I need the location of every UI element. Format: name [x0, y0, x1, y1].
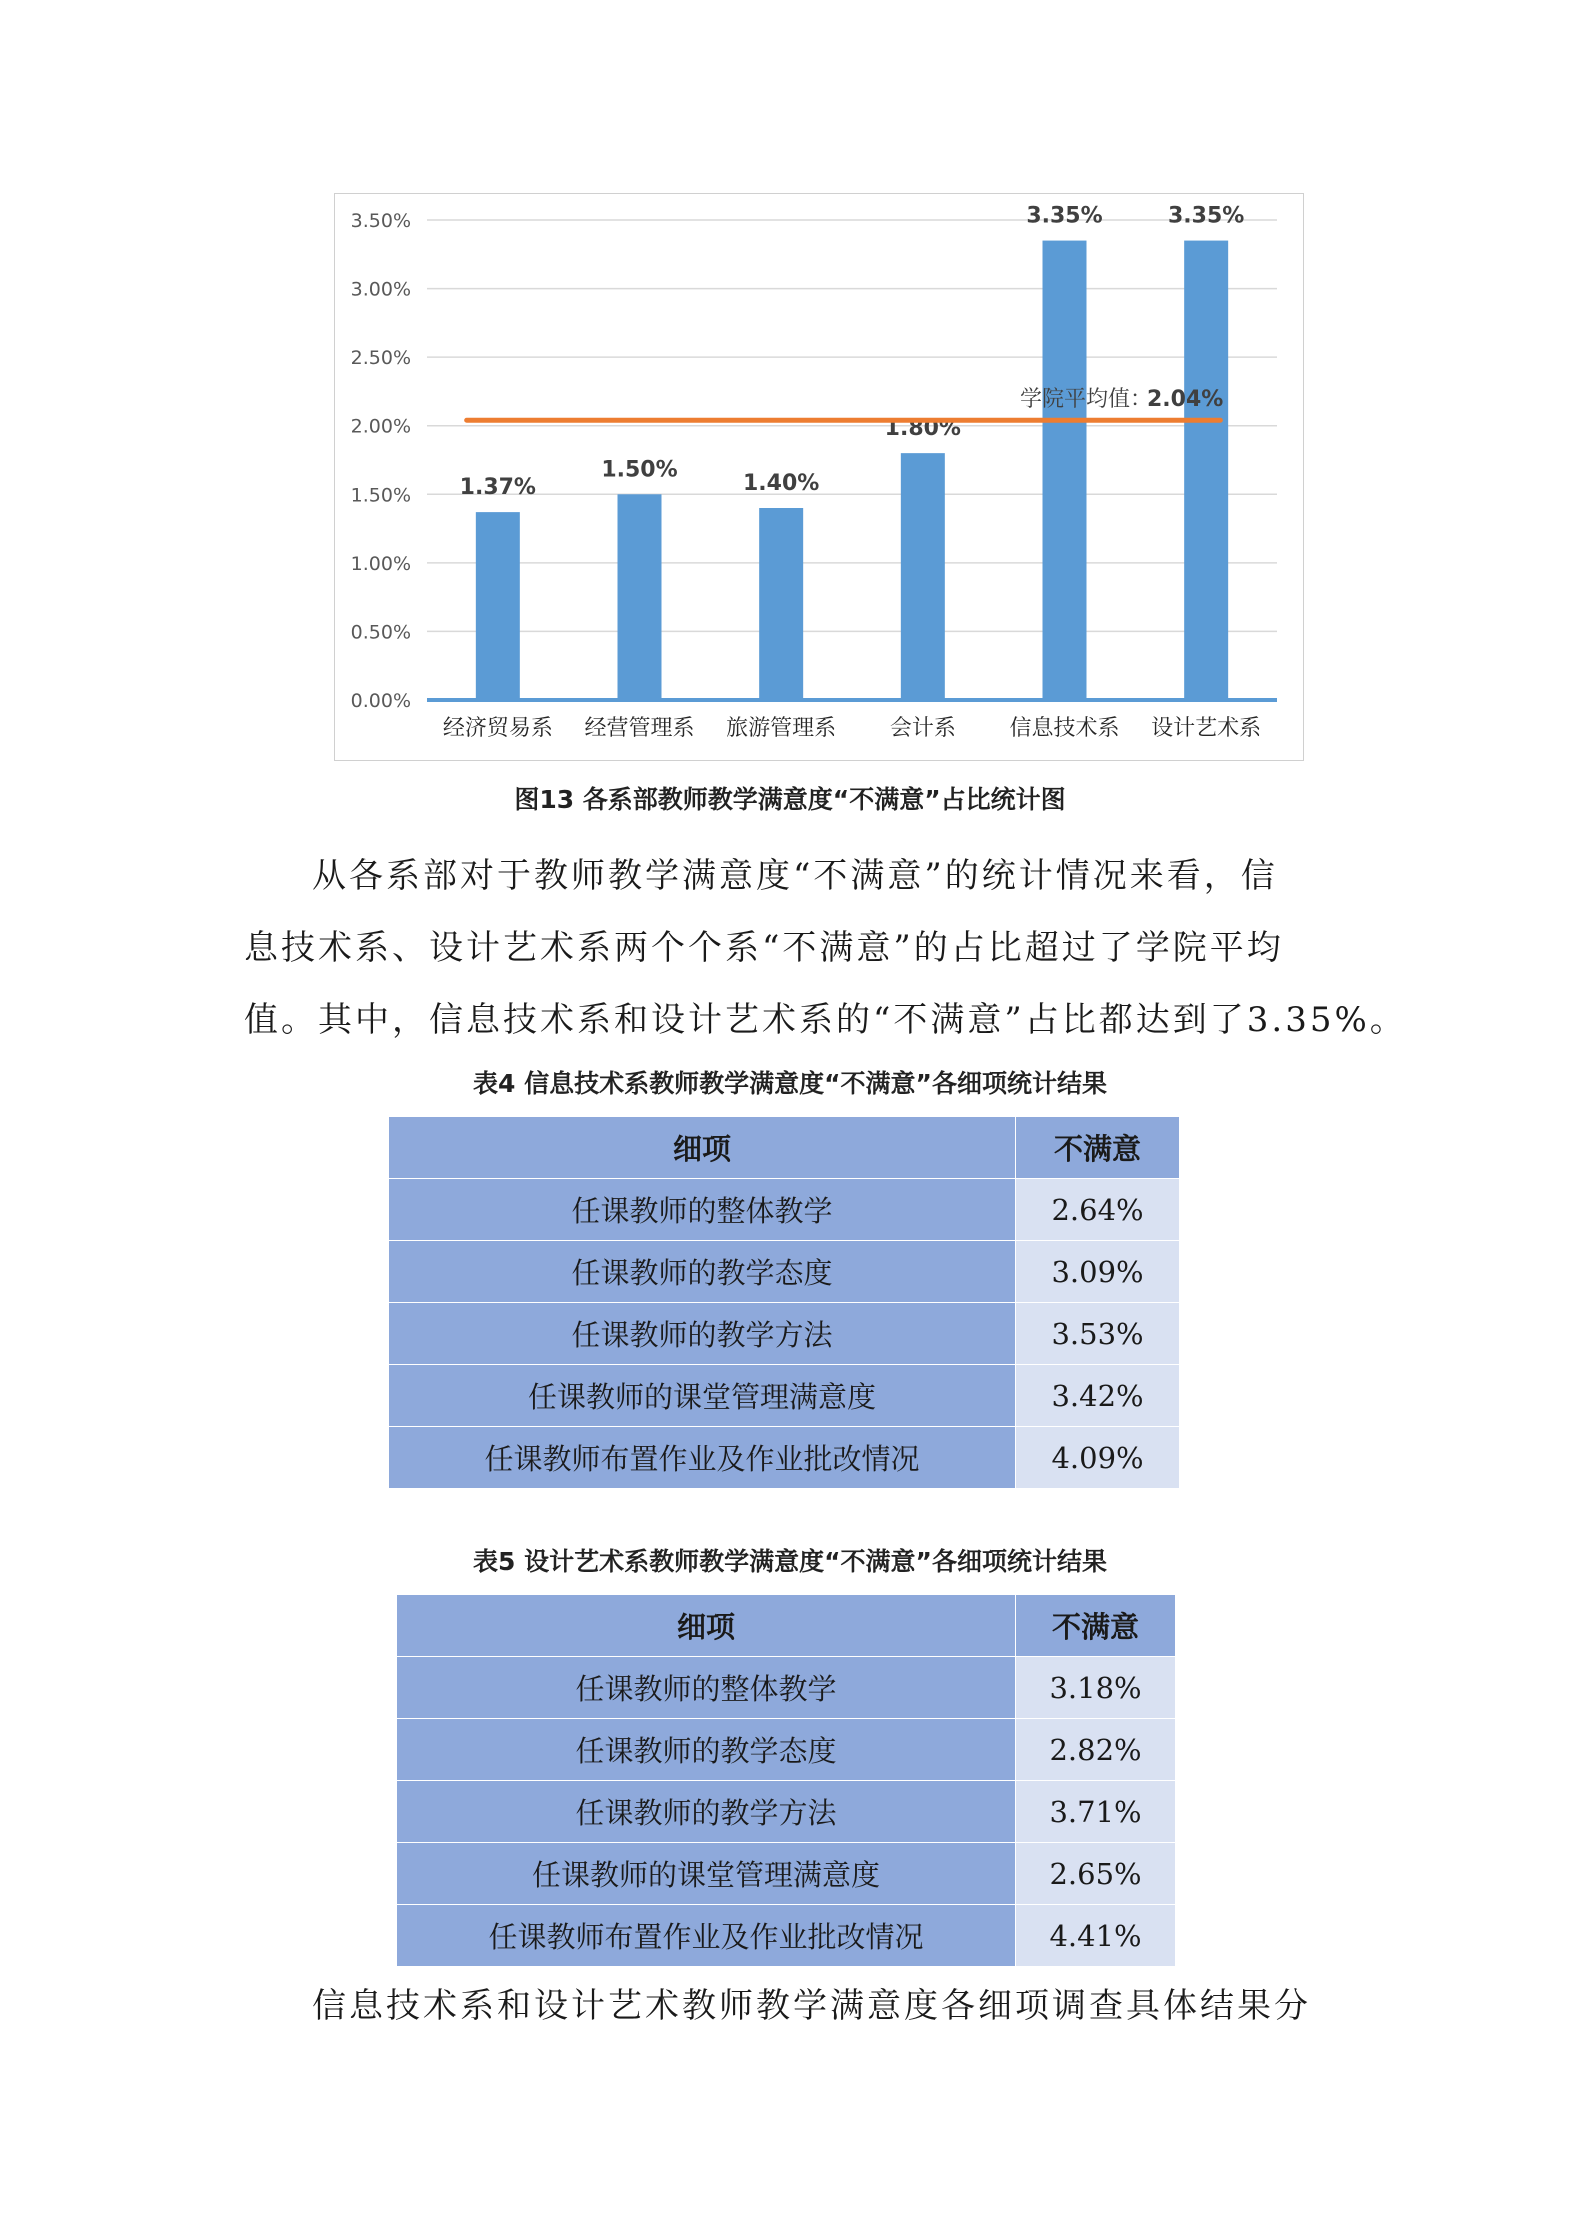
average-value-label: 2.04%	[1147, 387, 1224, 413]
header-item: 细项	[389, 1117, 1016, 1179]
table-4	[388, 1116, 1180, 1489]
paragraph-2	[244, 1970, 1340, 2042]
table-row	[397, 1781, 1176, 1843]
row-value: 3.42%	[1016, 1365, 1180, 1427]
y-tick-label: 2.50%	[350, 347, 411, 370]
chart-svg	[335, 194, 1305, 762]
bar	[901, 453, 945, 700]
table-header-row	[389, 1117, 1180, 1179]
row-value: 2.64%	[1016, 1179, 1180, 1241]
bar-chart	[334, 193, 1304, 761]
table-4-title: 表4 信息技术系教师教学满意度“不满意”各细项统计结果	[473, 1069, 1107, 1098]
paragraph-1	[244, 840, 1407, 1056]
y-tick-label: 1.50%	[350, 484, 411, 507]
header-item: 细项	[397, 1595, 1016, 1657]
y-tick-label: 3.00%	[350, 278, 411, 301]
paragraph-1-line: 息技术系、设计艺术系两个个系“不满意”的占比超过了学院平均	[244, 928, 1284, 968]
table-row	[397, 1719, 1176, 1781]
data-label: 1.37%	[459, 475, 536, 501]
row-value: 4.09%	[1016, 1427, 1180, 1489]
x-tick-label: 经营管理系	[584, 716, 695, 741]
table-row	[389, 1179, 1180, 1241]
header-dissatisfied: 不满意	[1016, 1117, 1180, 1179]
bar	[1184, 241, 1228, 700]
row-item: 任课教师的教学态度	[389, 1241, 1016, 1303]
table-5	[396, 1594, 1176, 1967]
data-label: 1.40%	[743, 471, 820, 496]
bar	[618, 494, 662, 700]
y-tick-label: 1.00%	[350, 552, 411, 575]
table-row	[397, 1905, 1176, 1967]
x-tick-label: 旅游管理系	[726, 716, 837, 741]
bar	[1043, 241, 1087, 700]
row-value: 2.65%	[1016, 1843, 1176, 1905]
table-row	[389, 1241, 1180, 1303]
y-tick-label: 0.00%	[350, 690, 411, 712]
row-item: 任课教师布置作业及作业批改情况	[389, 1427, 1016, 1489]
x-tick-label: 会计系	[889, 716, 956, 741]
header-dissatisfied: 不满意	[1016, 1595, 1176, 1657]
row-value: 3.71%	[1016, 1781, 1176, 1843]
data-label: 3.35%	[1168, 203, 1245, 229]
row-item: 任课教师的教学方法	[389, 1303, 1016, 1365]
y-tick-label: 0.50%	[350, 621, 411, 644]
table-row	[389, 1427, 1180, 1489]
y-tick-label: 3.50%	[350, 210, 411, 232]
table-row	[389, 1303, 1180, 1365]
table-row	[397, 1843, 1176, 1905]
row-item: 任课教师的整体教学	[389, 1179, 1016, 1241]
average-label: 学院平均值：	[1020, 387, 1153, 413]
bar	[759, 508, 803, 700]
row-item: 任课教师的课堂管理满意度	[397, 1843, 1016, 1905]
row-value: 3.09%	[1016, 1241, 1180, 1303]
paragraph-1-line: 从各系部对于教师教学满意度“不满意”的统计情况来看，信	[312, 856, 1278, 896]
table-row	[397, 1657, 1176, 1719]
row-item: 任课教师的整体教学	[397, 1657, 1016, 1719]
row-value: 2.82%	[1016, 1719, 1176, 1781]
x-tick-label: 信息技术系	[1009, 716, 1120, 741]
paragraph-1-line: 值。其中，信息技术系和设计艺术系的“不满意”占比都达到了3.35%。	[244, 1000, 1407, 1040]
row-value: 3.53%	[1016, 1303, 1180, 1365]
row-item: 任课教师的教学态度	[397, 1719, 1016, 1781]
row-value: 4.41%	[1016, 1905, 1176, 1967]
row-item: 任课教师的教学方法	[397, 1781, 1016, 1843]
table-row	[389, 1365, 1180, 1427]
row-item: 任课教师的课堂管理满意度	[389, 1365, 1016, 1427]
bar	[476, 512, 520, 700]
x-tick-label: 经济贸易系	[442, 716, 553, 741]
x-tick-label: 设计艺术系	[1151, 716, 1262, 741]
y-tick-label: 2.00%	[350, 415, 411, 438]
figure-caption: 图13 各系部教师教学满意度“不满意”占比统计图	[514, 785, 1066, 814]
data-label: 1.80%	[884, 416, 961, 442]
paragraph-2-line: 信息技术系和设计艺术教师教学满意度各细项调查具体结果分	[312, 1986, 1311, 2026]
row-item: 任课教师布置作业及作业批改情况	[397, 1905, 1016, 1967]
row-value: 3.18%	[1016, 1657, 1176, 1719]
table-5-title: 表5 设计艺术系教师教学满意度“不满意”各细项统计结果	[473, 1547, 1107, 1576]
data-label: 3.35%	[1026, 203, 1103, 229]
table-header-row	[397, 1595, 1176, 1657]
data-label: 1.50%	[601, 457, 678, 483]
